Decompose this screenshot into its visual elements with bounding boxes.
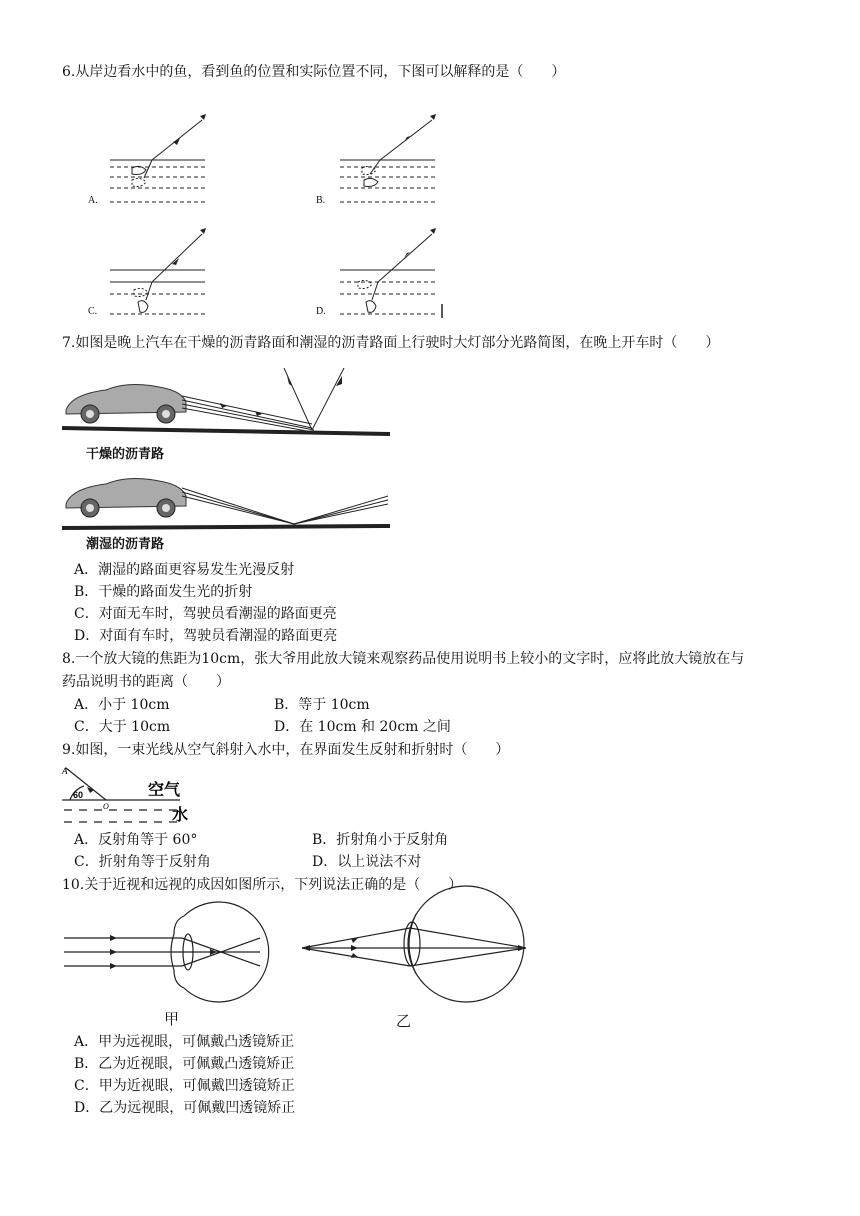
q8-option-b[interactable]: B．等于 10cm bbox=[274, 697, 370, 713]
q6-label-a: A. bbox=[88, 195, 98, 206]
q10-option-b[interactable]: B．乙为近视眼，可佩戴凸透镜矫正 bbox=[74, 1056, 295, 1072]
q8-stem-line1: 8.一个放大镜的焦距为10cm，张大爷用此放大镜来观察药品使用说明书上较小的文字时，应将此放大镜放在与 bbox=[62, 651, 745, 667]
q7-option-b[interactable]: B．干燥的路面发生光的折射 bbox=[74, 584, 253, 600]
q9-option-a[interactable]: A．反射角等于 60° bbox=[74, 832, 198, 848]
q7-figure-dry-road bbox=[62, 366, 392, 446]
q8-option-c[interactable]: C．大于 10cm bbox=[74, 719, 171, 735]
q9-figure bbox=[60, 764, 210, 826]
q7-caption-dry: 干燥的沥青路 bbox=[86, 447, 165, 462]
q8-stem-line2: 药品说明书的距离（ ） bbox=[62, 674, 230, 690]
q7-option-a[interactable]: A．潮湿的路面更容易发生光漫反射 bbox=[74, 562, 295, 578]
q6-label-d: D. bbox=[316, 306, 326, 317]
q9-air-label: 空气 bbox=[148, 780, 181, 799]
q7-caption-wet: 潮湿的沥青路 bbox=[86, 537, 165, 552]
q9-option-b[interactable]: B．折射角小于反射角 bbox=[312, 832, 449, 848]
q7-option-c[interactable]: C．对面无车时，驾驶员看潮湿的路面更亮 bbox=[74, 606, 337, 622]
q6-label-b: B. bbox=[316, 195, 326, 206]
q9-water-label: 水 bbox=[172, 805, 189, 824]
q9-option-c[interactable]: C．折射角等于反射角 bbox=[74, 854, 211, 870]
q6-stem: 6.从岸边看水中的鱼，看到鱼的位置和实际位置不同，下图可以解释的是（ ） bbox=[62, 64, 566, 80]
q10-figure-jia-myopia bbox=[62, 900, 282, 1000]
q8-option-d[interactable]: D．在 10cm 和 20cm 之间 bbox=[274, 719, 451, 735]
q10-caption-yi: 乙 bbox=[396, 1012, 412, 1030]
q7-stem: 7.如图是晚上汽车在干燥的沥青路面和潮湿的沥青路面上行驶时大灯部分光路简图，在晚上开车时（ ） bbox=[62, 335, 720, 351]
q10-figure-yi-hyperopia bbox=[298, 884, 530, 1004]
q6-figure-b bbox=[310, 108, 470, 208]
q8-option-a[interactable]: A．小于 10cm bbox=[74, 697, 170, 713]
q10-option-d[interactable]: D．乙为远视眼，可佩戴凹透镜矫正 bbox=[74, 1100, 296, 1116]
q6-figure-d bbox=[310, 222, 470, 322]
q9-option-d[interactable]: D．以上说法不对 bbox=[312, 854, 422, 870]
q6-figure-c bbox=[80, 222, 240, 322]
q10-caption-jia: 甲 bbox=[164, 1010, 180, 1028]
q9-angle-label: 60 bbox=[73, 790, 84, 800]
q10-option-c[interactable]: C．甲为近视眼，可佩戴凹透镜矫正 bbox=[74, 1078, 295, 1094]
q6-label-c: C. bbox=[88, 306, 98, 317]
q7-option-d[interactable]: D．对面有车时，驾驶员看潮湿的路面更亮 bbox=[74, 628, 338, 644]
q10-option-a[interactable]: A．甲为远视眼，可佩戴凸透镜矫正 bbox=[74, 1034, 295, 1050]
q7-figure-wet-road bbox=[62, 474, 392, 534]
q9-point-o: O bbox=[103, 802, 109, 811]
q10-stem: 10.关于近视和远视的成因如图所示，下列说法正确的是（ ） bbox=[62, 877, 463, 893]
q6-figure-a bbox=[80, 108, 240, 208]
q9-stem: 9.如图，一束光线从空气斜射入水中，在界面发生反射和折射时（ ） bbox=[62, 742, 510, 758]
q9-label-a: A bbox=[62, 766, 68, 776]
